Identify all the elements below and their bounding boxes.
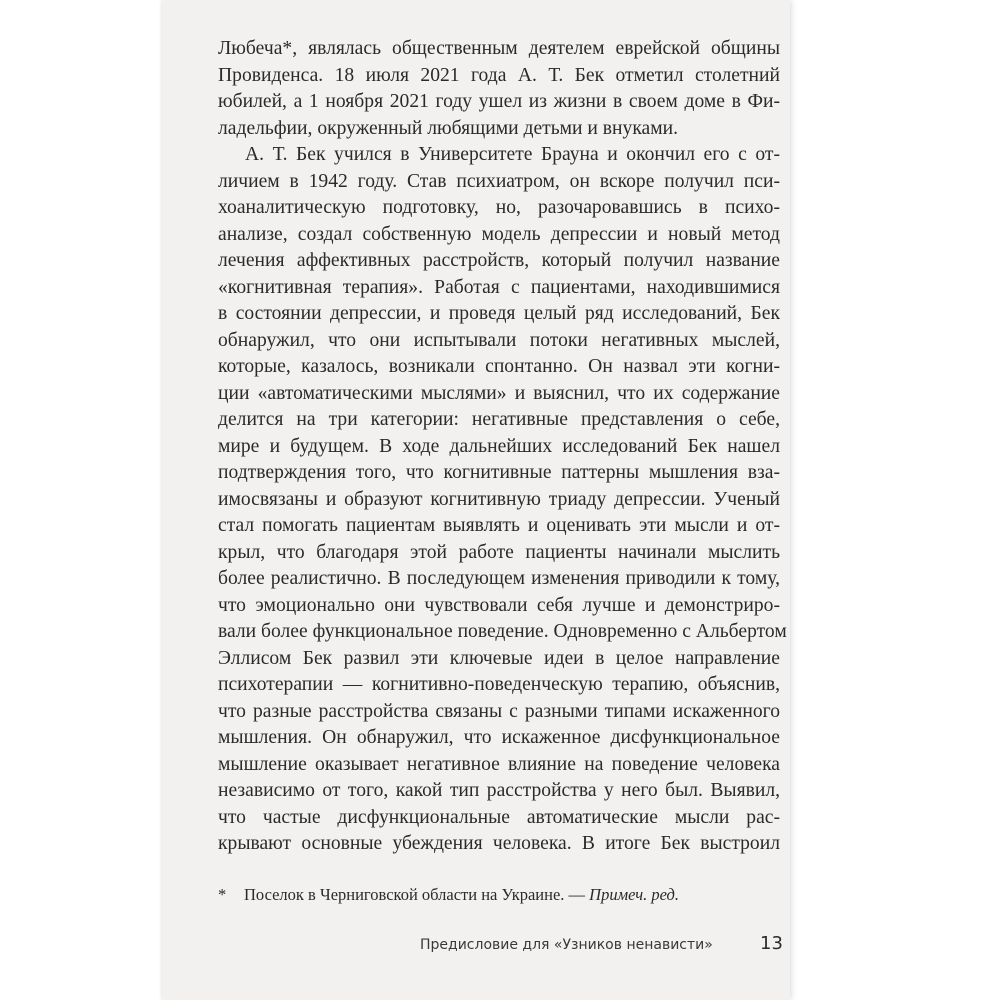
- page-number: 13: [760, 933, 783, 954]
- text-line: стал помогать пациентам выявлять и оценивать эти мысли и от-: [218, 515, 780, 536]
- running-title: Предисловие для «Узников ненависти»: [420, 937, 713, 953]
- text-line: делится на три категории: негативные представления о себе,: [218, 409, 780, 430]
- text-line: Любеча*, являлась общественным деятелем еврейской общины: [218, 38, 780, 59]
- text-line: психотерапии — когнитивно-поведенческую терапию, объяснив,: [218, 674, 780, 695]
- text-line: обнаружил, что они испытывали потоки негативных мыслей,: [218, 329, 780, 351]
- text-line: подтверждения того, что когнитивные паттерны мышления вза-: [218, 462, 780, 483]
- text-line: более реалистично. В последующем изменения приводили к тому,: [218, 568, 780, 589]
- text-line: независимо от того, какой тип расстройства у него был. Выявил,: [218, 780, 780, 801]
- text-line: вали более функциональное поведение. Одновременно с Альбертом: [218, 621, 787, 642]
- text-line: имосвязаны и образуют когнитивную триаду депрессии. Ученый: [218, 488, 780, 510]
- paragraph-start-line: А. Т. Бек учился в Университете Брауна и окончил его с от-: [245, 144, 780, 165]
- main-text: [218, 36, 787, 858]
- text-line: юбилей, а 1 ноября 2021 году ушел из жизни в своем доме в Фи-: [218, 91, 780, 112]
- footnote-text: Поселок в Черниговской области на Украине. —: [244, 885, 586, 904]
- text-line: что разные расстройства связаны с разными типами искаженного: [218, 700, 780, 722]
- text-line: в состоянии депрессии, и проведя целый ряд исследований, Бек: [218, 303, 780, 324]
- text-line: что частые дисфункциональные автоматические мысли рас-: [218, 806, 780, 828]
- text-line: мышление оказывает негативное влияние на поведение человека: [218, 753, 780, 775]
- text-line: ладельфии, окруженный любящими детьми и внуками.: [218, 117, 679, 139]
- text-line: крывают основные убеждения человека. В итоге Бек выстроил: [218, 833, 780, 854]
- text-line: Эллисом Бек развил эти ключевые идеи в целое направление: [218, 647, 780, 669]
- text-line: что эмоционально они чувствовали себя лучше и демонстриро-: [218, 594, 780, 616]
- text-line: хоаналитическую подготовку, но, разочаровавшись в психо-: [218, 197, 780, 218]
- text-line: лечения аффективных расстройств, который получил название: [218, 250, 780, 271]
- footnote-editor-note: Примеч. ред.: [589, 885, 679, 904]
- text-line: «когнитивная терапия». Работая с пациентами, находившимися: [218, 276, 780, 298]
- text-line: Провиденса. 18 июля 2021 года А. Т. Бек отметил столетний: [218, 64, 780, 86]
- text-line: мире и будущем. В ходе дальнейших исследований Бек нашел: [218, 435, 780, 457]
- text-line: ции «автоматическими мыслями» и выяснил, что их содержание: [218, 382, 780, 404]
- text-line: мышления. Он обнаружил, что искаженное дисфункциональное: [218, 727, 780, 748]
- text-line: анализе, создал собственную модель депрессии и новый метод: [218, 223, 780, 245]
- text-line: крыл, что благодаря этой работе пациенты начинали мыслить: [218, 541, 780, 563]
- footnote-mark: *: [218, 885, 227, 904]
- text-line: личием в 1942 году. Став психиатром, он вскоре получил пси-: [218, 170, 780, 192]
- footnote: [218, 884, 780, 906]
- text-line: которые, казалось, возникали спонтанно. Он назвал эти когни-: [218, 356, 780, 377]
